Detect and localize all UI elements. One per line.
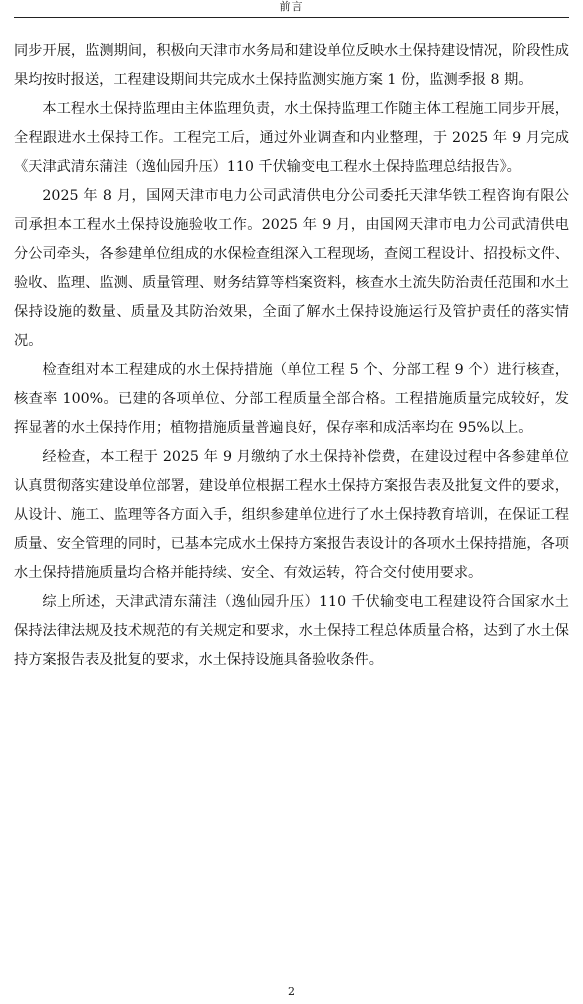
paragraph-acceptance-commission: 2025 年 8 月，国网天津市电力公司武清供电分公司委托天津华铁工程咨询有限公司承担本工程水土保持设施验收工作。2025 年 9 月，由国网天津市电力公司武清供电分公司牵头，各参建单位组成的水保检查组深入工程现场，查阅工程设计、招投标文件、验收、监理、监测、质量管理、财务结算等档案资料，核查水土流失防治责任范围和水土保持设施的数量、质量及其防治效果，全面了解水土保持设施运行及管护责任的落实情况。 (14, 188, 569, 349)
document-body (14, 37, 569, 675)
paragraph-monitoring-continued: 同步开展，监测期间，积极向天津市水务局和建设单位反映水土保持建设情况，阶段性成果均按时报送，工程建设期间共完成水土保持监测实施方案 1 份，监测季报 8 期。 (14, 43, 569, 88)
header-title: 前言 (279, 0, 304, 13)
page-footer (0, 985, 583, 999)
paragraph-inspection-results: 检查组对本工程建成的水土保持措施（单位工程 5 个、分部工程 9 个）进行核查，核查率 100%。已建的各项单位、分部工程质量全部合格。工程措施质量完成较好，发挥显著的水土保持作用；植物措施质量普遍良好，保存率和成活率均在 95%以上。 (14, 362, 569, 436)
paragraph-compliance: 经检查，本工程于 2025 年 9 月缴纳了水土保持补偿费，在建设过程中各参建单位认真贯彻落实建设单位部署，建设单位根据工程水土保持方案报告表及批复文件的要求，从设计、施工、监理等各方面入手，组织参建单位进行了水土保持教育培训，在保证工程质量、安全管理的同时，已基本完成水土保持方案报告表设计的各项水土保持措施，各项水土保持措施质量均合格并能持续、安全、有效运转，符合交付使用要求。 (14, 449, 569, 581)
page-number: 2 (288, 985, 295, 998)
page-header (14, 0, 569, 18)
paragraph-supervision: 本工程水土保持监理由主体监理负责，水土保持监理工作随主体工程施工同步开展，全程跟进水土保持工作。工程完工后，通过外业调查和内业整理，于 2025 年 9 月完成《天津武清东蒲洼（逸仙园升压）110 千伏输变电工程水土保持监理总结报告》。 (14, 101, 569, 175)
paragraph-conclusion: 综上所述，天津武清东蒲洼（逸仙园升压）110 千伏输变电工程建设符合国家水土保持法律法规及技术规范的有关规定和要求，水土保持工程总体质量合格，达到了水土保持方案报告表及批复的要求，水土保持设施具备验收条件。 (14, 594, 569, 668)
